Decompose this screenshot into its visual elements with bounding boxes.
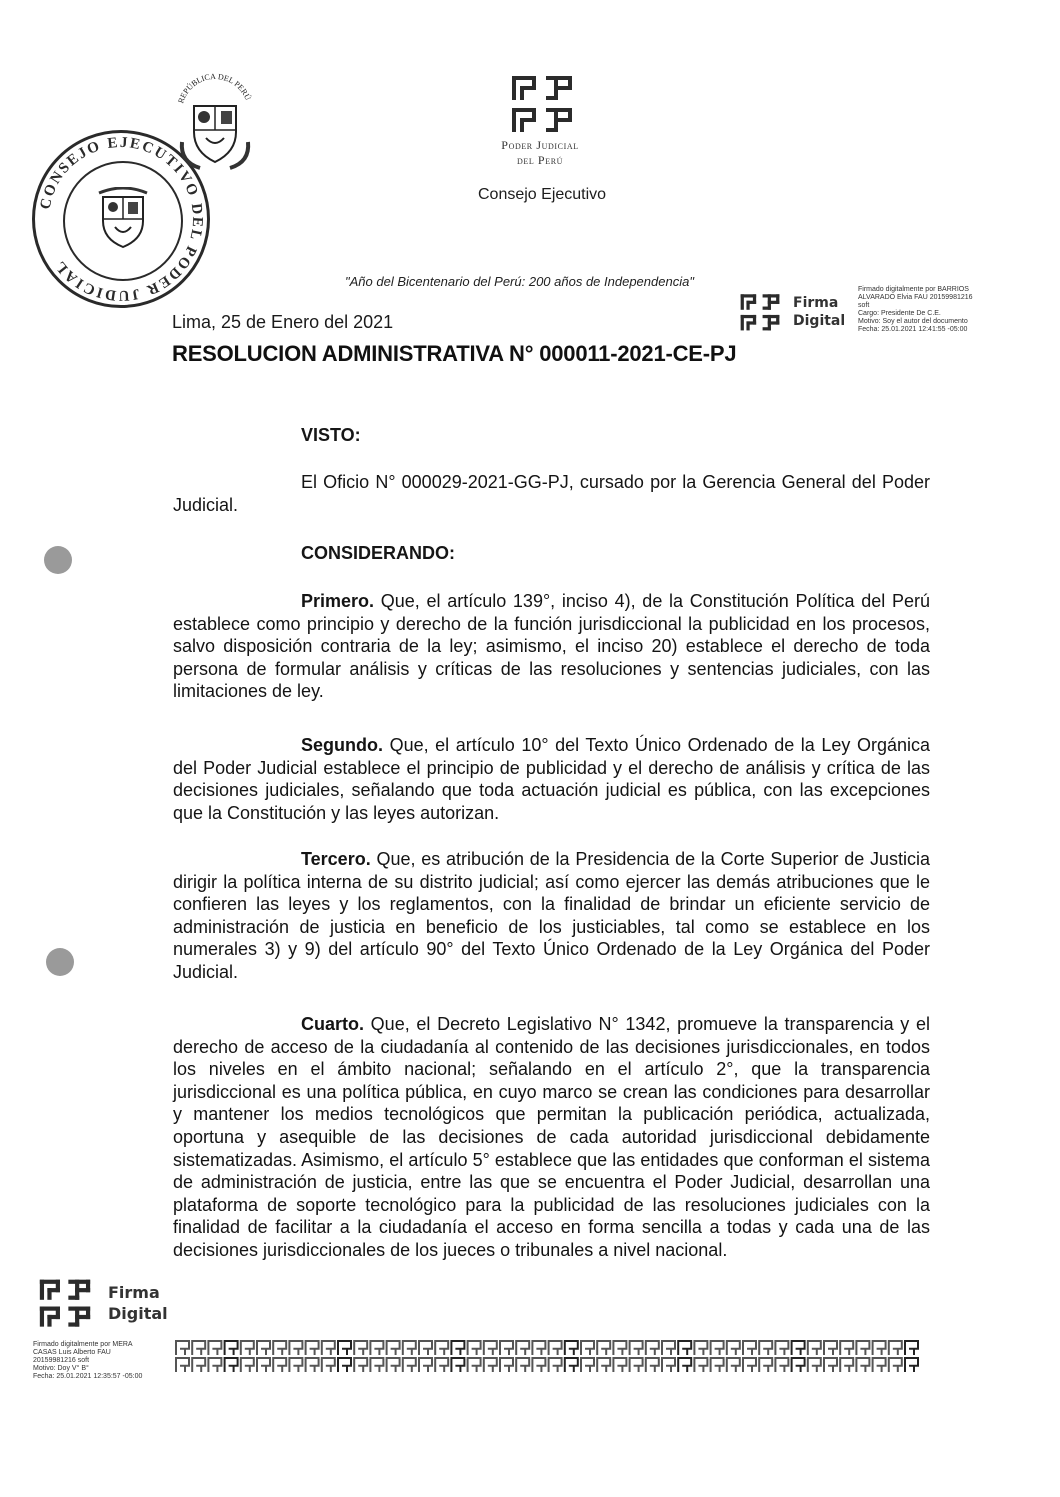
signature-metadata — [858, 286, 1048, 334]
signature-meta-line: soft — [858, 302, 870, 309]
paragraph-body: Que, el artículo 139°, inciso 4), de la Constitución Política del Perú establece como principio y derecho de la función jurisdiccional la publicidad en los procesos, salvo disposición contraria de la ley; asimismo, el inciso 20) establece el derecho de toda persona de formular análisis y críticas de las resoluciones y sentencias judiciales, con las limitaciones de ley. — [173, 591, 930, 702]
paragraph-segundo — [173, 734, 930, 824]
paragraph-body: Que, es atribución de la Presidencia de la Corte Superior de Justicia dirigir la política interna de su distrito judicial; así como ejercer las demás atribuciones que le confieren las leyes y los reglamentos, con la finalidad de brindar un eficiente servicio de administración de justicia en beneficio de los justiciables, tal como se establece en los numerales 3) y 9) del artículo 90° del Texto Único Ordenado de la Ley Orgánica del Poder Judicial. — [173, 849, 930, 982]
council-name: Consejo Ejecutivo — [478, 186, 607, 203]
signature-meta-line: Motivo: Soy el autor del documento — [858, 318, 968, 325]
institution-name — [470, 138, 610, 168]
signature-meta-line: Fecha: 25.01.2021 12:41:55 -05:00 — [858, 326, 968, 333]
svg-text:CONSEJO EJECUTIVO DEL PODER JU: CONSEJO EJECUTIVO DEL PODER JUDICIAL — [37, 134, 206, 304]
document-title: RESOLUCION ADMINISTRATIVA N° 000011-2021-CE-PJ — [172, 341, 737, 366]
visto-heading: VISTO: — [301, 425, 361, 445]
signature-meta-line: 20159981216 soft — [33, 1357, 90, 1364]
paragraph-lead: Primero. — [301, 591, 375, 611]
year-motto: "Año del Bicentenario del Perú: 200 años de Independencia" — [345, 274, 694, 289]
paragraph-body: Que, el artículo 10° del Texto Único Ordenado de la Ley Orgánica del Poder Judicial establece el principio de publicidad y el derecho de análisis y crítica de las decisiones judiciales, señalando que toda actuación judicial es pública, con las excepciones que la Constitución y las leyes autorizan. — [173, 735, 930, 823]
signature-meta-line: Fecha: 25.01.2021 12:35:57 -05:00 — [33, 1373, 143, 1380]
institution-line-1: Poder Judicial — [501, 138, 579, 152]
document-date: Lima, 25 de Enero del 2021 — [172, 312, 394, 332]
signature-label-firma: Firma — [108, 1283, 160, 1302]
digital-signature-logo-icon — [33, 1278, 97, 1330]
paragraph-cuarto — [173, 1013, 930, 1262]
signature-label-digital: Digital — [793, 313, 846, 329]
coat-of-arms-icon — [97, 187, 149, 249]
paragraph-lead: Segundo. — [301, 735, 383, 755]
paragraph-body: Que, el Decreto Legislativo N° 1342, promueve la transparencia y el derecho de acceso de la ciudadanía al contenido de las decisiones jurisdiccionales, en todos los niveles en el ámbito nacional; señalando en el artículo 2°, que la transparencia jurisdiccional es una política pública, en cuyo marco se crean las condiciones para desarrollar y mantener los medios tecnológicos que permitan la publicación periódica, actualizada, oportuna y asequible de las decisiones de cada autoridad jurisdiccional debidamente sistematizadas. Asimismo, el artículo 5° establece que las entidades que conforman el sistema de administración de justicia, entre las que se encuentra el Poder Judicial, desarrollan una plataforma de soporte tecnológico para la publicidad de las resoluciones judiciales con la finalidad de facilitar a la ciudadanía el acceso en forma sencilla a todas y cada una de las decisiones jurisdiccionales de los jueces o tribunales a nivel nacional. — [173, 1014, 930, 1260]
signature-meta-line: ALVARADO Elvia FAU 20159981216 — [858, 294, 973, 301]
signature-meta-line: CASAS Luis Alberto FAU — [33, 1349, 111, 1356]
signature-label-firma: Firma — [793, 295, 839, 311]
signature-meta-line: Motivo: Doy V° B° — [33, 1365, 89, 1372]
punch-hole — [44, 546, 72, 574]
signature-meta-line: Cargo: Presidente De C.E. — [858, 310, 941, 317]
considerando-heading: CONSIDERANDO: — [301, 543, 456, 563]
punch-hole — [46, 948, 74, 976]
signature-meta-line: Firmado digitalmente por BARRIOS — [858, 286, 969, 293]
republic-coat-of-arms-icon — [170, 72, 260, 172]
paragraph-tercero — [173, 848, 930, 984]
paragraph-primero — [173, 590, 930, 703]
logo-pattern-strip — [175, 1340, 930, 1374]
signature-label-digital: Digital — [108, 1304, 168, 1323]
visto-paragraph: El Oficio N° 000029-2021-GG-PJ, cursado por la Gerencia General del Poder Judicial. — [173, 472, 930, 515]
institution-line-2: del Perú — [516, 153, 564, 167]
signature-meta-line: Firmado digitalmente por MERA — [33, 1341, 133, 1348]
paragraph-lead: Tercero. — [301, 849, 371, 869]
signature-metadata — [33, 1341, 183, 1381]
paragraph-lead: Cuarto. — [301, 1014, 364, 1034]
digital-signature-logo-icon — [733, 293, 787, 333]
svg-text:REPÚBLICA DEL PERÚ: REPÚBLICA DEL PERÚ — [176, 72, 253, 105]
poder-judicial-logo-icon — [510, 74, 574, 136]
